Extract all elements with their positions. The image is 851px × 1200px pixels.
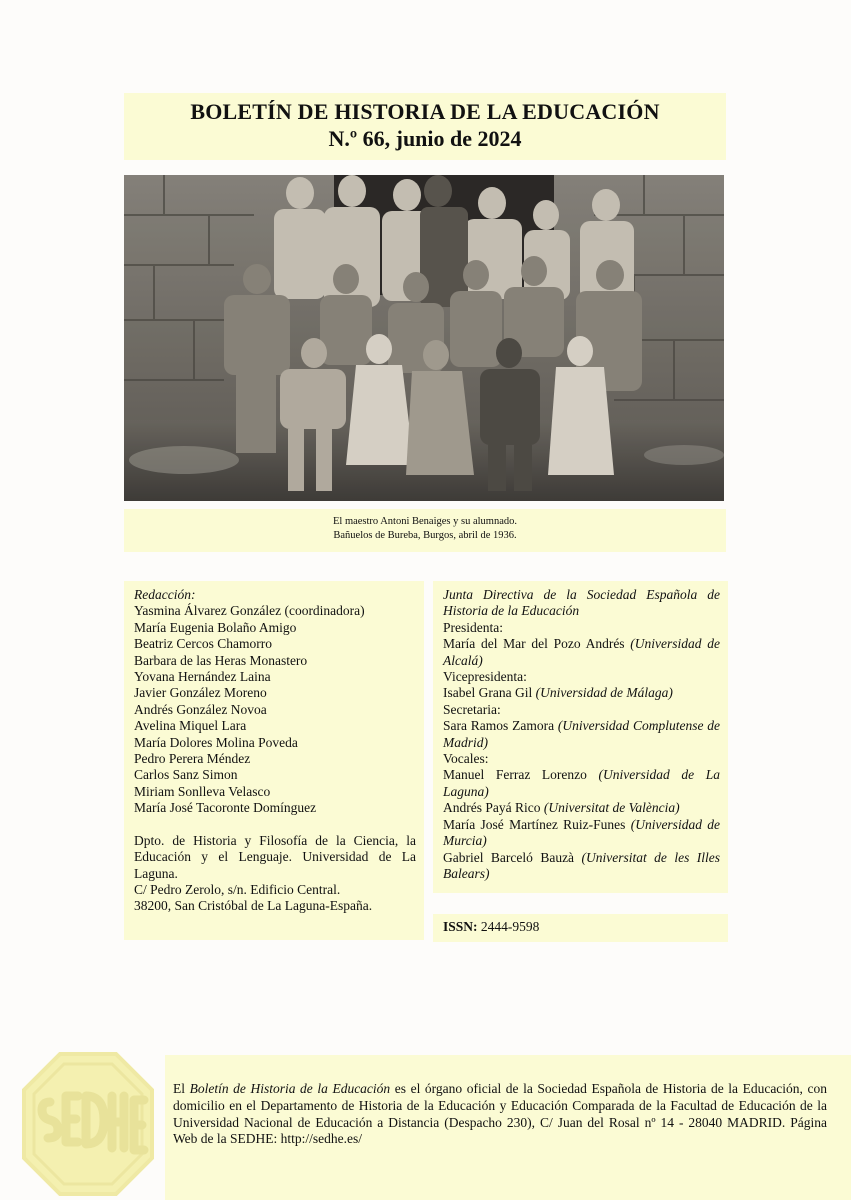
vocal-name: Manuel Ferraz Lorenzo: [443, 767, 587, 783]
journal-issue: N.º 66, junio de 2024: [328, 126, 522, 151]
editor-name: María Eugenia Bolaño Amigo: [134, 619, 297, 635]
editor-name: Yasmina Álvarez González (coordinadora): [134, 603, 365, 619]
secretaria-label: Secretaria:: [443, 701, 501, 717]
editor-name: Carlos Sanz Simon: [134, 767, 238, 783]
journal-header: [124, 93, 726, 160]
address-city: 38200, San Cristóbal de La Laguna-España.: [134, 898, 373, 914]
editor-name: Barbara de las Heras Monastero: [134, 652, 308, 668]
footer-text-start: El: [173, 1081, 190, 1096]
presidenta-entry: [443, 636, 720, 669]
address-department: Dpto. de Historia y Filosofía de la Ciencia, la Educación y el Lenguaje. Universidad de La Laguna.: [134, 832, 416, 881]
vocal-name: Andrés Payá Rico: [443, 800, 541, 816]
board-heading: Junta Directiva de la Sociedad Española de Historia de la Educación: [443, 587, 720, 619]
historical-class-photo: [124, 175, 724, 501]
editorial-board: [124, 581, 424, 940]
vocal-entry: [443, 817, 720, 850]
issn-box: [433, 914, 728, 942]
editor-name: Andrés González Novoa: [134, 701, 267, 717]
secretaria-entry: [443, 718, 720, 751]
vicepresidenta-label: Vicepresidenta:: [443, 669, 527, 685]
editor-name: Pedro Perera Méndez: [134, 751, 251, 767]
sedhe-logo: [20, 1050, 156, 1198]
vocal-entry: [443, 850, 720, 883]
editor-name: Javier González Moreno: [134, 685, 267, 701]
editorial-address: [134, 833, 416, 915]
sedhe-emblem-icon: [20, 1050, 156, 1198]
footer-journal-name: Boletín de Historia de la Educación: [189, 1081, 391, 1096]
editor-name: Miriam Sonlleva Velasco: [134, 783, 271, 799]
secretaria-name: Sara Ramos Zamora: [443, 718, 555, 734]
vocal-affiliation: (Universitat de València): [543, 800, 680, 816]
vocal-affiliation: (Universitat de les Illes Balears): [443, 849, 720, 881]
editor-name: Avelina Miquel Lara: [134, 718, 247, 734]
vicepresidenta-entry: [443, 685, 720, 701]
editor-name: María Dolores Molina Poveda: [134, 734, 298, 750]
presidenta-label: Presidenta:: [443, 619, 503, 635]
editor-name: Beatriz Cercos Chamorro: [134, 636, 272, 652]
vocal-name: María José Martínez Ruiz-Funes: [443, 816, 626, 832]
editor-name: María José Tacoronte Domínguez: [134, 800, 317, 816]
address-street: C/ Pedro Zerolo, s/n. Edificio Central.: [134, 881, 341, 897]
footer-text-body: es el órgano oficial de la Sociedad Española de Historia de la Educación, con domicilio en el Departamento de Historia de la Educación y Educación Comparada de la Facultad de Educación de la Universidad Nacional de Educación a Distancia (Despacho 230), C/ Juan del Rosal nº 14 - 28040 MADRID. Página Web de la SEDHE: http://sedhe.es/: [173, 1081, 827, 1147]
class-photo-illustration: [124, 175, 724, 501]
vocal-name: Gabriel Barceló Bauzà: [443, 849, 575, 865]
footer-note: [165, 1055, 851, 1200]
editorial-board-heading: Redacción:: [134, 587, 196, 602]
caption-line: Bañuelos de Bureba, Burgos, abril de 1936.: [333, 530, 517, 541]
board-of-directors: [433, 581, 728, 893]
issn-value: 2444-9598: [480, 919, 540, 934]
vocal-affiliation: (Universidad de La Laguna): [443, 767, 720, 799]
vocal-entry: [443, 767, 720, 800]
vicepresidenta-name: Isabel Grana Gil: [443, 685, 533, 701]
photo-caption: [124, 509, 726, 552]
vocales-label: Vocales:: [443, 751, 489, 767]
secretaria-affiliation: (Universidad Complutense de Madrid): [443, 718, 720, 750]
vicepresidenta-affiliation: (Universidad de Málaga): [535, 685, 673, 701]
editor-name: Yovana Hernández Laina: [134, 669, 271, 685]
vocal-affiliation: (Universidad de Murcia): [443, 816, 720, 849]
presidenta-name: María del Mar del Pozo Andrés: [443, 636, 625, 652]
journal-title: BOLETÍN DE HISTORIA DE LA EDUCACIÓN: [190, 99, 660, 124]
issn-label: ISSN:: [443, 919, 478, 934]
vocal-entry: [443, 800, 720, 816]
caption-line: El maestro Antoni Benaiges y su alumnado.: [332, 516, 517, 527]
presidenta-affiliation: (Universidad de Alcalá): [443, 636, 720, 668]
